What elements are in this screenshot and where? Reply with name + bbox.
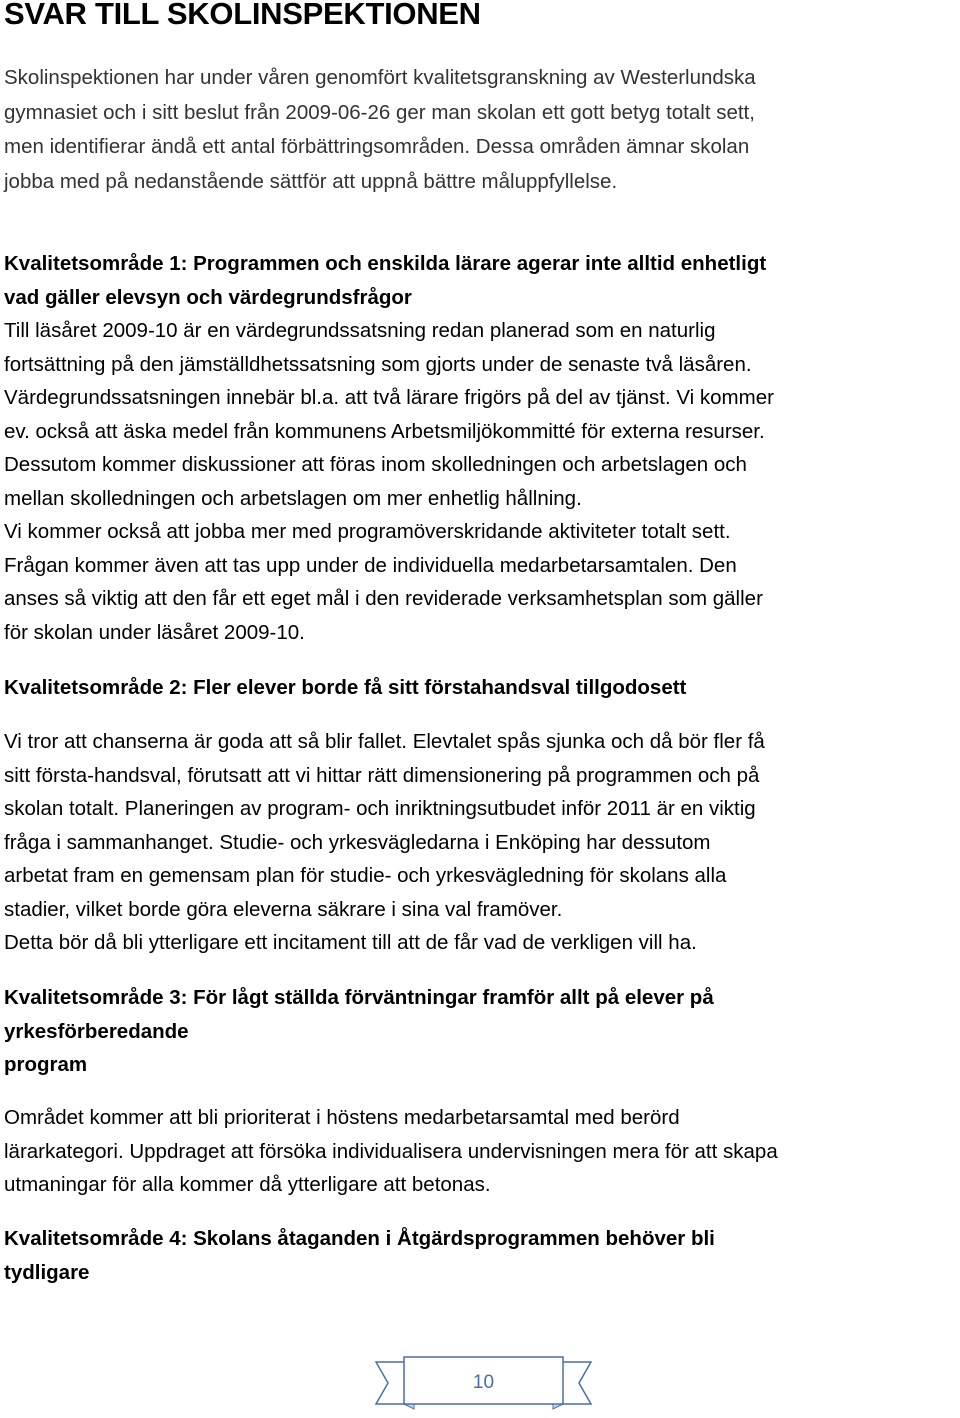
intro-line: gymnasiet och i sitt beslut från 2009-06-26 ger man skolan ett gott betyg totalt sett, [4,100,755,124]
heading-line: Kvalitetsområde 4: Skolans åtaganden i Åtgärdsprogrammen behöver bli [4,1227,715,1250]
intro-paragraph [4,61,956,199]
quality-area-1 [4,247,959,649]
body-line: anses så viktig att den får ett eget mål i den reviderade verksamhetsplan som gäller [4,587,763,610]
body-line: Detta bör då bli ytterligare ett incitament till att de får vad de verkligen vill ha. [4,931,697,954]
body-line: fortsättning på den jämställdhetssatsning som gjorts under de senaste två läsåren. [4,352,752,376]
body-line: för skolan under läsåret 2009-10. [4,620,305,644]
body-line: skolan totalt. Planeringen av program- och inriktningsutbudet inför 2011 är en viktig [4,797,756,820]
quality-area-3-text [4,1101,959,1202]
body-line: lärarkategori. Uppdraget att försöka individualisera undervisningen mera för att skapa [4,1139,778,1163]
quality-area-3-heading [4,981,959,1082]
heading-line: yrkesförberedande [4,1019,189,1043]
heading-line: vad gäller elevsyn och värdegrundsfrågor [4,285,412,309]
body-line: stadier, vilket borde göra eleverna säkrare i sina val framöver. [4,897,563,921]
heading-line: Kvalitetsområde 2: Fler elever borde få sitt förstahandsval tillgodosett [4,676,687,699]
quality-area-2 [4,671,959,705]
intro-line: men identifierar ändå ett antal förbättringsområden. Dessa områden ämnar skolan [4,135,750,158]
body-line: arbetat fram en gemensam plan för studie- och yrkesvägledning för skolans alla [4,864,727,887]
quality-area-4-heading [4,1222,959,1289]
quality-area-3 [4,981,959,1082]
body-line: Värdegrundssatsningen innebär bl.a. att två lärare frigörs på del av tjänst. Vi kommer [4,386,774,409]
quality-area-1-heading [4,247,959,314]
quality-area-2-heading [4,671,959,705]
body-line: Vi tror att chanserna är goda att så blir fallet. Elevtalet spås sjunka och då bör fler få [4,730,765,753]
body-line: mellan skolledningen och arbetslagen om mer enhetlig hållning. [4,486,582,510]
heading-line: tydligare [4,1260,90,1284]
page-number-ribbon [374,1356,593,1410]
quality-area-2-text [4,725,959,960]
heading-line: Kvalitetsområde 3: För lågt ställda förväntningar framför allt på elever på [4,986,714,1009]
quality-area-1-body [4,314,959,649]
body-line: Frågan kommer även att tas upp under de individuella medarbetarsamtalen. Den [4,553,737,577]
intro-line: Skolinspektionen har under våren genomfört kvalitetsgranskning av Westerlundska [4,66,756,89]
body-line: Vi kommer också att jobba mer med programöverskridande aktiviteter totalt sett. [4,520,731,543]
body-line: Dessutom kommer diskussioner att föras inom skolledningen och arbetslagen och [4,453,747,476]
body-line: sitt första-handsval, förutsatt att vi hittar rätt dimensionering på programmen och på [4,763,760,787]
page-title: SVAR TILL SKOLINSPEKTIONEN [4,0,481,31]
quality-area-3-body [4,1101,959,1202]
body-line: Området kommer att bli prioriterat i höstens medarbetarsamtal med berörd [4,1106,680,1129]
body-line: utmaningar för alla kommer då ytterligare att betonas. [4,1173,491,1196]
page-number: 10 [472,1372,495,1393]
body-line: fråga i sammanhanget. Studie- och yrkesvägledarna i Enköping har dessutom [4,830,711,854]
heading-line: program [4,1053,88,1076]
body-line: Till läsåret 2009-10 är en värdegrundssatsning redan planerad som en naturlig [4,319,716,342]
intro-line: jobba med på nedanstående sättför att uppnå bättre måluppfyllelse. [4,169,618,193]
body-line: ev. också att äska medel från kommunens Arbetsmiljökommitté för externa resurser. [4,419,765,443]
quality-area-4 [4,1222,959,1289]
heading-line: Kvalitetsområde 1: Programmen och enskilda lärare agerar inte alltid enhetligt [4,252,767,275]
quality-area-2-body [4,725,959,960]
